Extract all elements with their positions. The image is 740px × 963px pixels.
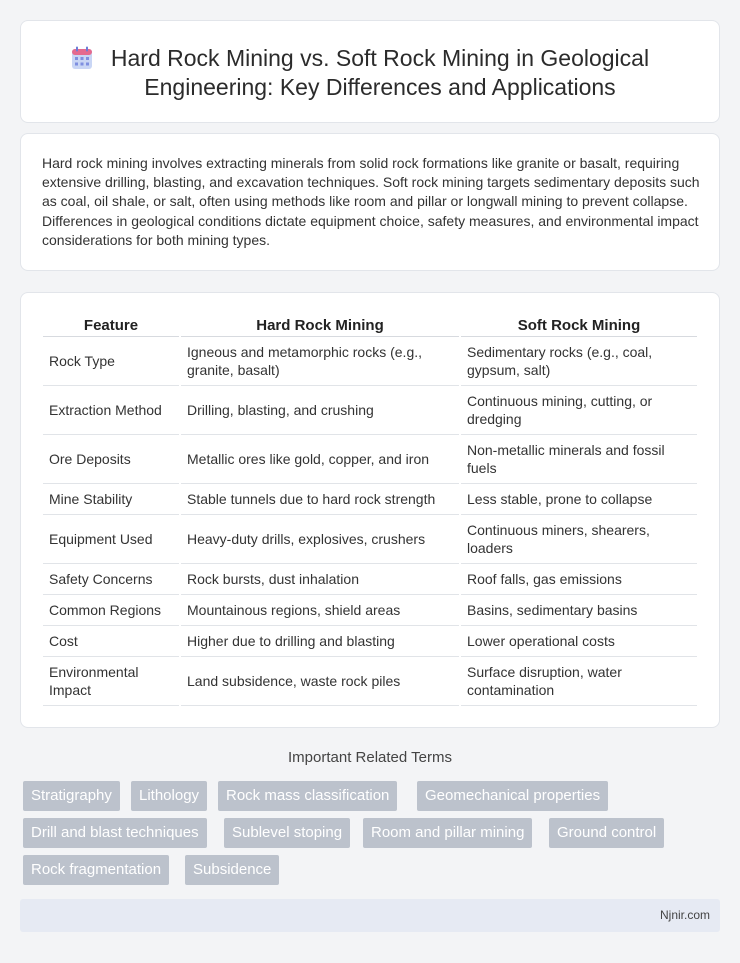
cell-soft-rock: Basins, sedimentary basins — [461, 595, 697, 626]
cell-feature: Extraction Method — [43, 386, 179, 435]
page-title: Hard Rock Mining vs. Soft Rock Mining in Geological Engineering: Key Differences and Applications — [110, 45, 650, 100]
footer-site[interactable]: Njnir.com — [659, 908, 710, 922]
table-row — [43, 564, 697, 595]
table-row — [43, 657, 697, 706]
title-card — [20, 20, 720, 123]
cell-hard-rock: Stable tunnels due to hard rock strength — [181, 484, 459, 515]
cell-feature: Common Regions — [43, 595, 179, 626]
cell-feature: Mine Stability — [43, 484, 179, 515]
tag-rock-fragmentation[interactable]: Rock fragmentation — [23, 855, 169, 885]
tag-ground-control[interactable]: Ground control — [549, 818, 664, 848]
table-row — [43, 595, 697, 626]
table-row — [43, 337, 697, 386]
cell-soft-rock: Sedimentary rocks (e.g., coal, gypsum, salt) — [461, 337, 697, 386]
cell-feature: Environmental Impact — [43, 657, 179, 706]
cell-hard-rock: Drilling, blasting, and crushing — [181, 386, 459, 435]
cell-soft-rock: Non-metallic minerals and fossil fuels — [461, 435, 697, 484]
tag-lithology[interactable]: Lithology — [131, 781, 207, 811]
cell-feature: Rock Type — [43, 337, 179, 386]
intro-paragraph: Hard rock mining involves extracting minerals from solid rock formations like granite or basalt, requiring extensive drilling, blasting, and excavation techniques. Soft rock mining targets sedimentary deposits such as coal, oil shale, or salt, often using methods like room and pillar or longwall mining to prevent collapse. Differences in geological conditions dictate equipment choice, safety measures, and environmental impact considerations for both mining types. — [42, 155, 700, 248]
cell-soft-rock: Lower operational costs — [461, 626, 697, 657]
comparison-card — [20, 292, 720, 728]
table-header-row — [43, 315, 697, 337]
tag-subsidence[interactable]: Subsidence — [185, 855, 279, 885]
tag-stratigraphy[interactable]: Stratigraphy — [23, 781, 120, 811]
cell-hard-rock: Metallic ores like gold, copper, and iron — [181, 435, 459, 484]
header-hard-rock: Hard Rock Mining — [181, 315, 459, 337]
cell-soft-rock: Continuous miners, shearers, loaders — [461, 515, 697, 564]
cell-feature: Cost — [43, 626, 179, 657]
tag-geomechanical-properties[interactable]: Geomechanical properties — [417, 781, 608, 811]
table-row — [43, 386, 697, 435]
cell-soft-rock: Continuous mining, cutting, or dredging — [461, 386, 697, 435]
cell-feature: Safety Concerns — [43, 564, 179, 595]
cell-feature: Ore Deposits — [43, 435, 179, 484]
table-row — [43, 435, 697, 484]
tag-drill-and-blast[interactable]: Drill and blast techniques — [23, 818, 207, 848]
comparison-table — [41, 315, 699, 706]
table-row — [43, 484, 697, 515]
header-soft-rock: Soft Rock Mining — [461, 315, 697, 337]
cell-hard-rock: Mountainous regions, shield areas — [181, 595, 459, 626]
cell-soft-rock: Roof falls, gas emissions — [461, 564, 697, 595]
table-row — [43, 515, 697, 564]
cell-hard-rock: Igneous and metamorphic rocks (e.g., granite, basalt) — [181, 337, 459, 386]
header-feature: Feature — [43, 315, 179, 337]
cell-hard-rock: Higher due to drilling and blasting — [181, 626, 459, 657]
cell-soft-rock: Surface disruption, water contamination — [461, 657, 697, 706]
tag-room-and-pillar[interactable]: Room and pillar mining — [363, 818, 532, 848]
tag-sublevel-stoping[interactable]: Sublevel stoping — [224, 818, 350, 848]
cell-soft-rock: Less stable, prone to collapse — [461, 484, 697, 515]
footer-bar — [20, 899, 720, 932]
cell-feature: Equipment Used — [43, 515, 179, 564]
intro-card — [20, 133, 720, 271]
cell-hard-rock: Heavy-duty drills, explosives, crushers — [181, 515, 459, 564]
table-row — [43, 626, 697, 657]
related-terms-heading: Important Related Terms — [288, 749, 452, 766]
cell-hard-rock: Rock bursts, dust inhalation — [181, 564, 459, 595]
cell-hard-rock: Land subsidence, waste rock piles — [181, 657, 459, 706]
tag-rock-mass-classification[interactable]: Rock mass classification — [218, 781, 397, 811]
